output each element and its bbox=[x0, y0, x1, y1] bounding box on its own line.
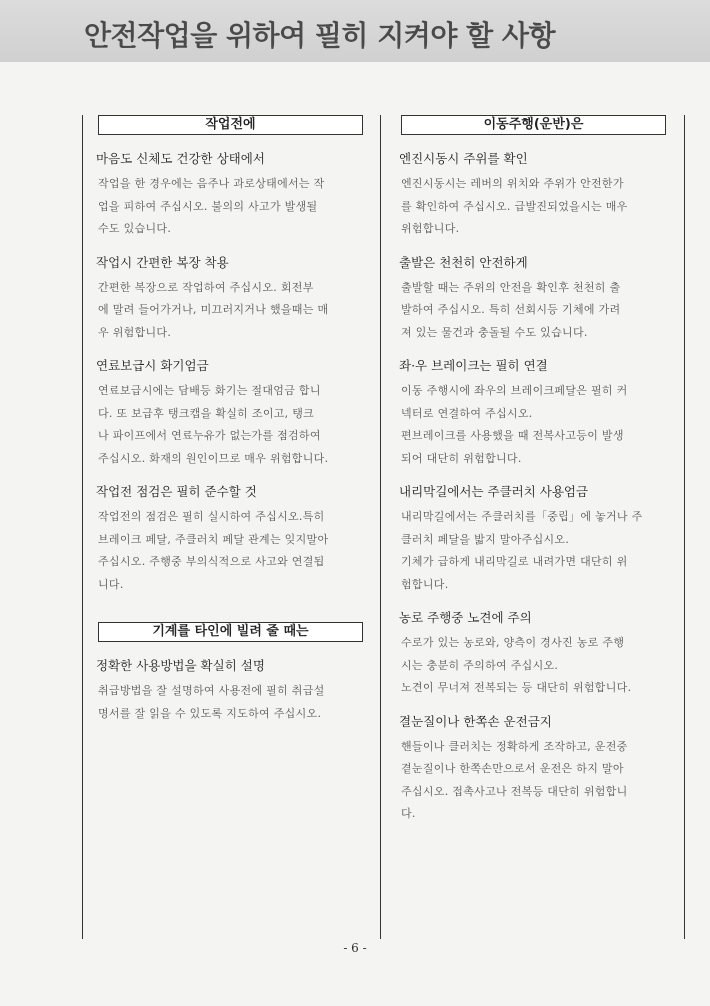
column-divider-center bbox=[380, 115, 381, 939]
instruction-item bbox=[401, 608, 666, 700]
instruction-line: 작업을 한 경우에는 음주나 과로상태에서는 작 bbox=[98, 177, 325, 190]
instruction-line: 져 있는 물건과 충돌될 수도 있습니다. bbox=[401, 325, 588, 339]
section-header: 기계를 타인에 빌려 줄 때는 bbox=[98, 622, 363, 642]
instruction-line: 시는 충분히 주의하여 주십시오. bbox=[401, 658, 559, 672]
instruction-line: 니다. bbox=[98, 577, 124, 591]
instruction-item bbox=[401, 356, 666, 470]
instruction-line: 작업전의 점검은 필히 실시하여 주십시오.특히 bbox=[98, 510, 325, 523]
instruction-item bbox=[98, 149, 363, 241]
instruction-line: 우 위험합니다. bbox=[98, 325, 172, 339]
instruction-item bbox=[401, 253, 666, 345]
instruction-line: 곁눈질이나 한쪽손만으로서 운전은 하지 말아 bbox=[401, 762, 624, 775]
instruction-item bbox=[98, 356, 363, 470]
instruction-line: 수도 있습니다. bbox=[98, 222, 172, 235]
instruction-line: 출발할 때는 주위의 안전을 확인후 천천히 출 bbox=[401, 280, 621, 294]
instruction-line: 수로가 있는 농로와, 양측이 경사진 농로 주행 bbox=[401, 636, 625, 649]
instruction-line: 이동 주행시에 좌우의 브레이크페달은 필히 커 bbox=[401, 384, 628, 397]
instruction-line: 엔진시동시는 레버의 위치와 주위가 안전한가 bbox=[401, 177, 624, 190]
instruction-item bbox=[401, 149, 666, 241]
instruction-heading: 엔진시동시 주위를 확인 bbox=[399, 151, 528, 166]
instruction-heading: 출발은 천천히 안전하게 bbox=[399, 254, 528, 270]
instruction-heading: 작업전 점검은 필히 준수할 것 bbox=[96, 484, 257, 499]
instruction-line: 연료보급시에는 담배등 화기는 절대엄금 합니 bbox=[98, 384, 321, 397]
instruction-line: 주십시오. 화재의 원인이므로 매우 위험합니다. bbox=[98, 451, 329, 465]
instruction-line: 핸들이나 클러치는 정확하게 조작하고, 운전중 bbox=[401, 739, 628, 753]
instruction-heading: 농로 주행중 노견에 주의 bbox=[399, 610, 532, 625]
instruction-line: 되어 대단히 위험합니다. bbox=[401, 451, 522, 465]
instruction-line: 클러치 페달을 밟지 말아주십시오. bbox=[401, 532, 570, 546]
instruction-item bbox=[401, 482, 666, 596]
instruction-line: 험합니다. bbox=[401, 577, 449, 591]
column-divider-right bbox=[684, 115, 685, 939]
instruction-heading: 마음도 신체도 건강한 상태에서 bbox=[96, 151, 265, 166]
instruction-line: 내리막길에서는 주클러치를「중립」에 놓거나 주 bbox=[401, 510, 643, 523]
instruction-heading: 작업시 간편한 복장 착용 bbox=[96, 254, 229, 270]
instruction-line: 주십시오. 주행중 부의식적으로 사고와 연결됩 bbox=[98, 555, 325, 568]
instruction-line: 노견이 무너져 전복되는 등 대단히 위험합니다. bbox=[401, 681, 632, 694]
instruction-line: 다. bbox=[401, 807, 416, 820]
instruction-line: 를 확인하여 주십시오. 급발진되었을시는 매우 bbox=[401, 199, 628, 213]
instruction-item bbox=[98, 656, 363, 725]
instruction-item bbox=[98, 482, 363, 596]
instruction-heading: 좌·우 브레이크는 필히 연결 bbox=[399, 358, 548, 373]
instruction-line: 위험합니다. bbox=[401, 222, 460, 235]
instruction-item bbox=[401, 712, 666, 826]
instruction-line: 명서를 잘 읽을 수 있도록 지도하여 주십시오. bbox=[98, 706, 322, 720]
instruction-line: 주십시오. 접촉사고나 전복등 대단히 위험합니 bbox=[401, 784, 628, 798]
instruction-heading: 결눈질이나 한쪽손 운전금지 bbox=[399, 713, 552, 729]
instruction-line: 나 파이프에서 연료누유가 없는가를 점검하여 bbox=[98, 429, 321, 442]
instruction-line: 업을 피하여 주십시오. 불의의 사고가 발생될 bbox=[98, 199, 318, 213]
left-column bbox=[98, 115, 363, 737]
instruction-line: 기체가 급하게 내리막길로 내려가면 대단히 위 bbox=[401, 555, 628, 568]
right-column bbox=[401, 115, 666, 838]
instruction-heading: 내리막길에서는 주클러치 사용엄금 bbox=[399, 484, 589, 499]
section-header: 이동주행(운반)은 bbox=[401, 115, 666, 135]
instruction-heading: 정확한 사용방법을 확실히 설명 bbox=[96, 658, 265, 673]
section-gap bbox=[98, 608, 363, 622]
instruction-item bbox=[98, 253, 363, 345]
page-title: 안전작업을 위하여 필히 지켜야 할 사항 bbox=[84, 19, 556, 52]
instruction-heading: 연료보급시 화기엄금 bbox=[96, 358, 209, 373]
instruction-line: 간편한 복장으로 작업하여 주십시오. 회전부 bbox=[98, 280, 314, 294]
page-number: - 6 - bbox=[343, 941, 367, 955]
instruction-line: 브레이크 페달, 주클러치 페달 관계는 잊지말아 bbox=[98, 532, 329, 546]
instruction-line: 편브레이크를 사용했을 때 전복사고등이 발생 bbox=[401, 429, 624, 442]
section-header: 작업전에 bbox=[98, 115, 363, 135]
column-divider-left bbox=[82, 115, 83, 939]
instruction-line: 다. 또 보급후 탱크캡을 확실히 조이고, 탱크 bbox=[98, 406, 315, 420]
instruction-line: 에 말려 들어가거나, 미끄러지거나 했을때는 매 bbox=[98, 303, 329, 316]
instruction-line: 취급방법을 잘 설명하여 사용전에 필히 취급설 bbox=[98, 684, 325, 697]
instruction-line: 발하여 주십시오. 특히 선회시등 기체에 가려 bbox=[401, 303, 621, 316]
instruction-line: 넥터로 연결하여 주십시오. bbox=[401, 406, 533, 420]
